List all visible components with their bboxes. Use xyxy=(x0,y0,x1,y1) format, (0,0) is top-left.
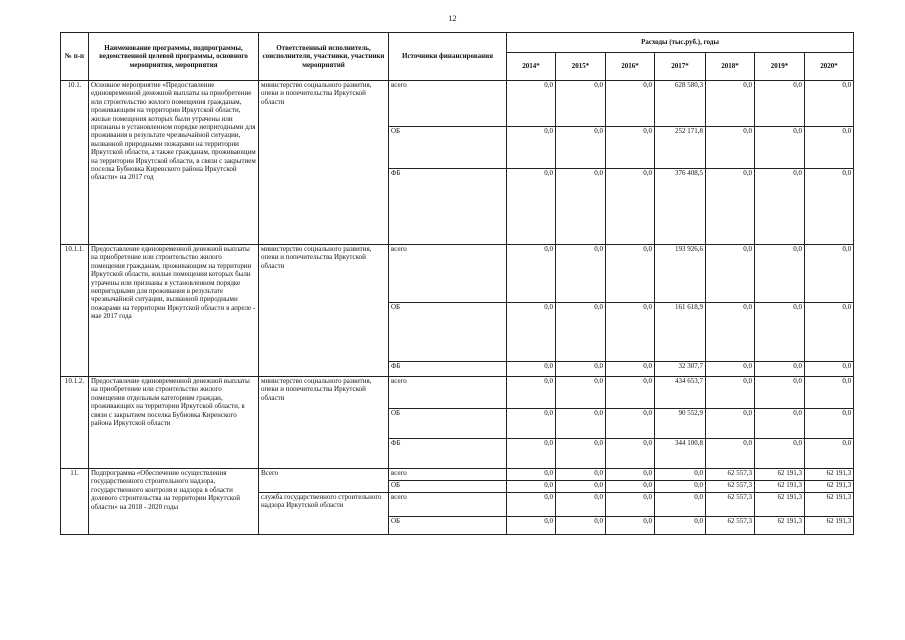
value-cell: 0,0 xyxy=(556,362,606,377)
value-cell: 0,0 xyxy=(507,245,556,303)
value-cell: 252 171,8 xyxy=(655,127,706,169)
value-cell: 0,0 xyxy=(755,409,805,439)
header-name: Наименование программы, подпрограммы, ведомственной целевой программы, основного мероприятия, мероприятия xyxy=(89,33,259,81)
value-cell: 161 618,9 xyxy=(655,303,706,362)
header-year: 2016* xyxy=(606,53,655,81)
value-cell: 0,0 xyxy=(556,469,606,481)
value-cell: 0,0 xyxy=(805,377,854,409)
row-name: Подпрограмма «Обеспечение осуществления государственного строительного надзора, государственного контроля и надзора в области долевого строительства на территории Иркутской области» на 2018 - 2020 годы xyxy=(89,469,259,535)
value-cell: 0,0 xyxy=(655,469,706,481)
value-cell: 0,0 xyxy=(706,439,755,469)
value-cell: 0,0 xyxy=(706,303,755,362)
row-executor: министерство социального развития, опеки и попечительства Иркутской области xyxy=(259,81,389,245)
value-cell: 0,0 xyxy=(507,303,556,362)
table-row xyxy=(61,81,854,127)
value-cell: 62 191,3 xyxy=(755,517,805,535)
header-year: 2019* xyxy=(755,53,805,81)
value-cell: 0,0 xyxy=(755,127,805,169)
value-cell: 62 557,3 xyxy=(706,481,755,493)
value-cell: 0,0 xyxy=(706,81,755,127)
value-cell: 0,0 xyxy=(805,303,854,362)
value-cell: 0,0 xyxy=(606,439,655,469)
row-executor: служба государственного строительного надзора Иркутской области xyxy=(259,493,389,535)
row-source: всего xyxy=(389,81,507,127)
value-cell: 0,0 xyxy=(706,377,755,409)
value-cell: 0,0 xyxy=(655,517,706,535)
value-cell: 0,0 xyxy=(755,439,805,469)
value-cell: 0,0 xyxy=(755,377,805,409)
row-executor: министерство социального развития, опеки и попечительства Иркутской области xyxy=(259,377,389,469)
value-cell: 0,0 xyxy=(606,481,655,493)
value-cell: 62 557,3 xyxy=(706,493,755,517)
value-cell: 0,0 xyxy=(606,469,655,481)
value-cell: 0,0 xyxy=(507,409,556,439)
value-cell: 0,0 xyxy=(606,377,655,409)
value-cell: 0,0 xyxy=(706,409,755,439)
value-cell: 0,0 xyxy=(507,469,556,481)
table-row xyxy=(61,245,854,303)
value-cell: 0,0 xyxy=(556,481,606,493)
value-cell: 0,0 xyxy=(606,493,655,517)
value-cell: 0,0 xyxy=(507,127,556,169)
value-cell: 0,0 xyxy=(507,517,556,535)
value-cell: 0,0 xyxy=(507,81,556,127)
row-source: всего xyxy=(389,493,507,517)
row-source: ФБ xyxy=(389,439,507,469)
value-cell: 0,0 xyxy=(556,409,606,439)
value-cell: 32 307,7 xyxy=(655,362,706,377)
row-executor: Всего xyxy=(259,469,389,493)
value-cell: 0,0 xyxy=(507,362,556,377)
row-executor: министерство социального развития, опеки и попечительства Иркутской области xyxy=(259,245,389,377)
row-source: ОБ xyxy=(389,127,507,169)
row-name: Предоставление единовременной денежной выплаты на приобретение или строительство жилого помещения отдельным категориям граждан, проживающих на территории Иркутской области, в связи с закрытием поселка Бубновка Киренского района Иркутской области xyxy=(89,377,259,469)
value-cell: 0,0 xyxy=(556,169,606,245)
value-cell: 0,0 xyxy=(556,377,606,409)
value-cell: 0,0 xyxy=(556,81,606,127)
value-cell: 0,0 xyxy=(706,362,755,377)
header-year: 2014* xyxy=(507,53,556,81)
value-cell: 0,0 xyxy=(606,517,655,535)
value-cell: 62 557,3 xyxy=(706,469,755,481)
page-number: 12 xyxy=(448,14,457,23)
value-cell: 0,0 xyxy=(556,517,606,535)
value-cell: 62 191,3 xyxy=(755,481,805,493)
value-cell: 0,0 xyxy=(805,169,854,245)
row-source: ФБ xyxy=(389,362,507,377)
row-source: ОБ xyxy=(389,517,507,535)
value-cell: 0,0 xyxy=(805,127,854,169)
header-year: 2015* xyxy=(556,53,606,81)
value-cell: 0,0 xyxy=(706,169,755,245)
value-cell: 62 191,3 xyxy=(805,481,854,493)
row-name: Предоставление единовременной денежной выплаты на приобретение или строительство жилого помещения гражданам, проживающим на территории Иркутской области, жилые помещения которых были утрачены или признаны в установленном порядке непригодными для проживания в результате чрезвычайной ситуации, вызванной природными пожарами на территории Иркутской области в апреле - мае 2017 года xyxy=(89,245,259,377)
value-cell: 0,0 xyxy=(805,439,854,469)
value-cell: 0,0 xyxy=(805,81,854,127)
value-cell: 0,0 xyxy=(556,439,606,469)
value-cell: 62 191,3 xyxy=(755,469,805,481)
header-year: 2017* xyxy=(655,53,706,81)
value-cell: 0,0 xyxy=(805,409,854,439)
value-cell: 0,0 xyxy=(606,245,655,303)
value-cell: 0,0 xyxy=(805,245,854,303)
table-row xyxy=(61,377,854,409)
value-cell: 0,0 xyxy=(755,81,805,127)
value-cell: 62 191,3 xyxy=(805,493,854,517)
value-cell: 0,0 xyxy=(606,303,655,362)
value-cell: 0,0 xyxy=(556,493,606,517)
row-source: ОБ xyxy=(389,481,507,493)
row-name: Основное мероприятие «Предоставление единовременной денежной выплаты на приобретение или строительство жилого помещения гражданам, проживающим на территории Иркутской области, жилые помещения которых были утрачены или признаны в установленном порядке непригодными для проживания в результате чрезвычайной ситуации, вызванной природными пожарами на территории Иркутской области, а также гражданам, проживающим на территории Иркутской области, в связи с закрытием поселка Бубновка Киренского района Иркутской области» на 2017 год xyxy=(89,81,259,245)
value-cell: 0,0 xyxy=(805,362,854,377)
header-expenses: Расходы (тыс.руб.), годы xyxy=(507,33,854,53)
row-source: ОБ xyxy=(389,303,507,362)
value-cell: 0,0 xyxy=(706,245,755,303)
header-executor: Ответственный исполнитель, соисполнители, участники, участники мероприятий xyxy=(259,33,389,81)
row-code: 10.1.1. xyxy=(61,245,89,377)
row-code: 10.1. xyxy=(61,81,89,245)
value-cell: 193 926,6 xyxy=(655,245,706,303)
value-cell: 62 191,3 xyxy=(805,469,854,481)
value-cell: 434 653,7 xyxy=(655,377,706,409)
value-cell: 0,0 xyxy=(507,169,556,245)
value-cell: 0,0 xyxy=(507,481,556,493)
header-source: Источники финансирования xyxy=(389,33,507,81)
value-cell: 62 191,3 xyxy=(755,493,805,517)
row-code: 11. xyxy=(61,469,89,535)
value-cell: 0,0 xyxy=(556,303,606,362)
value-cell: 62 191,3 xyxy=(805,517,854,535)
value-cell: 628 580,3 xyxy=(655,81,706,127)
value-cell: 0,0 xyxy=(556,245,606,303)
row-source: всего xyxy=(389,469,507,481)
value-cell: 0,0 xyxy=(706,127,755,169)
value-cell: 0,0 xyxy=(507,439,556,469)
row-source: всего xyxy=(389,245,507,303)
row-code: 10.1.2. xyxy=(61,377,89,469)
value-cell: 0,0 xyxy=(755,362,805,377)
value-cell: 0,0 xyxy=(606,409,655,439)
value-cell: 0,0 xyxy=(556,127,606,169)
header-year: 2020* xyxy=(805,53,854,81)
row-source: всего xyxy=(389,377,507,409)
value-cell: 0,0 xyxy=(507,377,556,409)
value-cell: 62 557,3 xyxy=(706,517,755,535)
value-cell: 0,0 xyxy=(755,245,805,303)
budget-table xyxy=(60,32,854,535)
value-cell: 0,0 xyxy=(755,169,805,245)
row-source: ОБ xyxy=(389,409,507,439)
value-cell: 0,0 xyxy=(606,362,655,377)
value-cell: 0,0 xyxy=(606,169,655,245)
value-cell: 0,0 xyxy=(606,81,655,127)
header-year: 2018* xyxy=(706,53,755,81)
value-cell: 90 552,9 xyxy=(655,409,706,439)
value-cell: 0,0 xyxy=(655,481,706,493)
value-cell: 0,0 xyxy=(606,127,655,169)
value-cell: 344 100,8 xyxy=(655,439,706,469)
value-cell: 376 408,5 xyxy=(655,169,706,245)
value-cell: 0,0 xyxy=(655,493,706,517)
table-row xyxy=(61,469,854,481)
row-source: ФБ xyxy=(389,169,507,245)
value-cell: 0,0 xyxy=(755,303,805,362)
value-cell: 0,0 xyxy=(507,493,556,517)
header-num: № п-п xyxy=(61,33,89,81)
